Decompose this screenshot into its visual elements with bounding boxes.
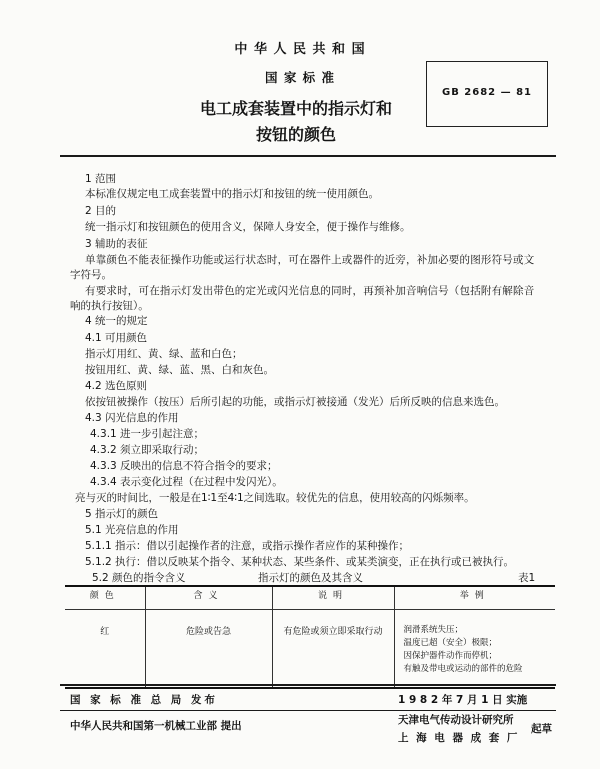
section-2-heading: 2 目的 (85, 205, 117, 217)
header-example: 举例 (394, 586, 555, 610)
drafting-label: 起草 (531, 723, 552, 735)
table-row (65, 610, 555, 689)
cell-explanation: 有危险或须立即采取行动 (272, 610, 394, 689)
body-line: 指示灯用红、黄、绿、蓝和白色； (85, 348, 243, 360)
example-item: 因保护器件动作而停机； (403, 651, 498, 661)
example-item: 温度已超（安全）极限； (403, 638, 498, 648)
clause-heading: 4.1 可用颜色 (85, 332, 148, 344)
standard-type: 国 家 标 准 (264, 70, 336, 85)
cell-color: 红 (65, 610, 145, 689)
section-4-heading: 4 统一的规定 (85, 315, 148, 327)
header-explanation: 说明 (272, 586, 394, 610)
effective-date: 1 9 8 2 年 7 月 1 日 实施 (398, 694, 528, 706)
header-rule (60, 155, 556, 157)
clause-item: 5.1.1 指示：借以引起操作者的注意，或指示操作者应作的某种操作； (85, 540, 410, 552)
section-1-heading: 1 范围 (85, 173, 117, 185)
standard-code: GB 2682 — 81 (441, 87, 533, 98)
body-line: 有要求时，可在指示灯发出带色的定光或闪光信息的同时，再预补加音响信号（包括附有解除音 (85, 285, 535, 297)
example-item: 有触及带电或运动的部件的危险 (403, 664, 523, 674)
body-line: 依按钮被操作（按压）后所引起的功能，或指示灯被接通（发光）后所反映的信息来选色。 (85, 396, 505, 408)
cell-meaning: 危险或告急 (145, 610, 272, 689)
table-caption: 指示灯的颜色及其含义 (258, 572, 363, 584)
country-title: 中 华 人 民 共 和 国 (234, 42, 366, 57)
clause-item: 4.3.2 须立即采取行动； (90, 444, 205, 456)
clause-heading: 4.3 闪光信息的作用 (85, 412, 179, 424)
section-5-heading: 5 指示灯的颜色 (85, 508, 159, 520)
standard-code-box (426, 61, 548, 127)
clause-heading: 4.2 选色原则 (85, 380, 148, 392)
body-line: 按钮用红、黄、绿、蓝、黑、白和灰色。 (85, 364, 274, 376)
table-header-row (65, 586, 555, 610)
body-line: 统一指示灯和按钮颜色的使用含义，保障人身安全，便于操作与维修。 (85, 221, 411, 233)
body-line: 响的执行按钮）。 (70, 300, 149, 312)
clause-item: 4.3.1 进一步引起注意； (90, 428, 205, 440)
table-number: 表1 (518, 572, 536, 584)
clause-heading: 5.2 颜色的指令含义 (92, 572, 186, 584)
document-title-line1: 电工成套装置中的指示灯和 (199, 99, 392, 118)
drafting-org-1: 天津电气传动设计研究所 (398, 714, 514, 726)
footer-rule (60, 684, 556, 686)
proposer: 中华人民共和国第一机械工业部 提出 (70, 720, 242, 732)
example-item: 润滑系统失压； (403, 625, 464, 635)
cell-examples (394, 610, 555, 689)
clause-heading: 5.1 光亮信息的作用 (85, 524, 179, 536)
body-line: 字符号。 (70, 269, 112, 281)
clause-item: 4.3.4 表示变化过程（在过程中发闪光）。 (90, 476, 283, 488)
body-line: 亮与灭的时间比，一般是在1∶1至4∶1之间选取。较优先的信息，使用较高的闪烁频率。 (75, 492, 475, 504)
header-meaning: 含义 (145, 586, 272, 610)
section-3-heading: 3 辅助的表征 (85, 238, 148, 250)
body-line: 单靠颜色不能表征操作功能或运行状态时，可在器件上或器件的近旁，补加必要的图形符号或文 (85, 254, 535, 266)
body-line: 本标准仅规定电工成套装置中的指示灯和按钮的统一使用颜色。 (85, 188, 379, 200)
clause-item: 4.3.3 反映出的信息不符合指令的要求； (90, 460, 278, 472)
indicator-color-table (65, 585, 555, 689)
issuer: 国 家 标 准 总 局 发布 (70, 694, 218, 706)
footer-divider (60, 710, 556, 711)
document-title-line2: 按钮的颜色 (255, 125, 336, 144)
clause-item: 5.1.2 执行：借以反映某个指令、某种状态、某些条件、或某类演变，正在执行或已被执行。 (85, 556, 515, 568)
drafting-org-2: 上 海 电 器 成 套 厂 (398, 732, 520, 744)
header-color: 颜色 (65, 586, 145, 610)
